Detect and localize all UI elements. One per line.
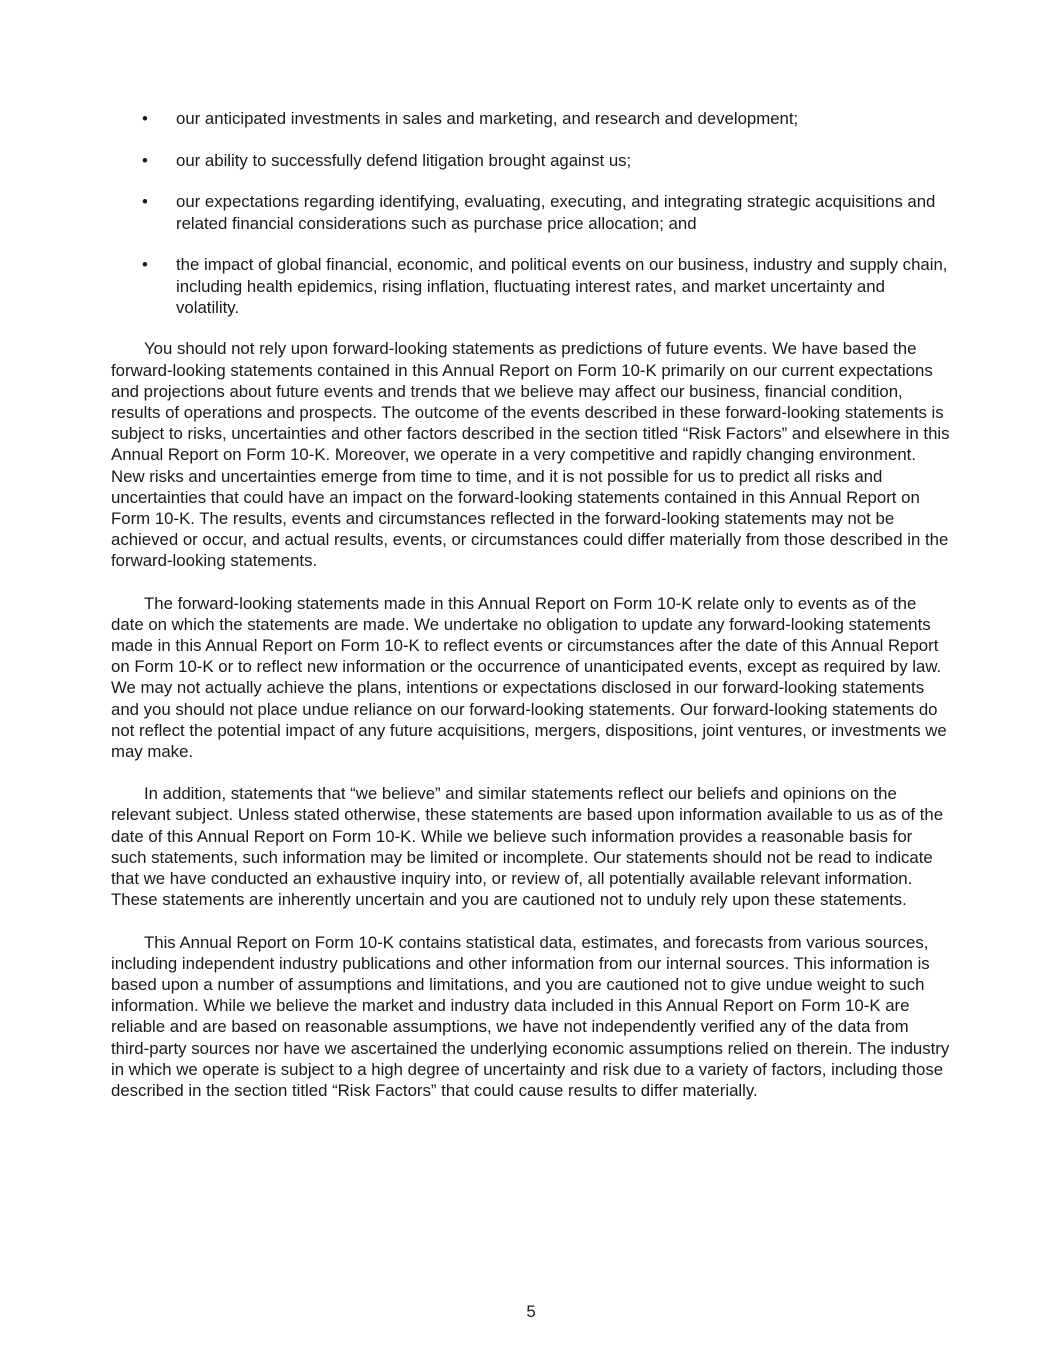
paragraph-forward-looking-reliance: You should not rely upon forward-looking statements as predictions of future events. We have based the forward-looking statements contained in this Annual Report on Form 10-K primarily on our current expectations and projections about future events and trends that we believe may affect our business, financial condition, results of operations and prospects. The outcome of the events described in these forward-looking statements is subject to risks, uncertainties and other factors described in the section titled “Risk Factors” and elsewhere in this Annual Report on Form 10-K. Moreover, we operate in a very competitive and rapidly changing environment. New risks and uncertainties emerge from time to time, and it is not possible for us to predict all risks and uncertainties that could have an impact on the forward-looking statements contained in this Annual Report on Form 10-K. The results, events and circumstances reflected in the forward-looking statements may not be achieved or occur, and actual results, events, or circumstances could differ materially from those described in the forward-looking statements. [111,339,950,571]
paragraph-beliefs: In addition, statements that “we believe” and similar statements reflect our beliefs and opinions on the relevant subject. Unless stated otherwise, these statements are based upon information available to us as of the date of this Annual Report on Form 10-K. While we believe such information provides a reasonable basis for such statements, such information may be limited or incomplete. Our statements should not be read to indicate that we have conducted an exhaustive inquiry into, or review of, all potentially available relevant information. These statements are inherently uncertain and you are cautioned not to unduly rely upon these statements. [111,784,944,910]
bullet-list [111,108,951,318]
bullet-item [111,108,951,129]
paragraph-forward-looking-scope: The forward-looking statements made in this Annual Report on Form 10-K relate only to events as of the date on which the statements are made. We undertake no obligation to update any forward-looking statements made in this Annual Report on Form 10-K to reflect events or circumstances after the date of this Annual Report on Form 10-K or to reflect new information or the occurrence of unanticipated events, except as required by law. We may not actually achieve the plans, intentions or expectations disclosed in our forward-looking statements and you should not place undue reliance on our forward-looking statements. Our forward-looking statements do not reflect the potential impact of any future acquisitions, mergers, dispositions, joint ventures, or investments we may make. [111,593,947,762]
bullet-text: our expectations regarding identifying, evaluating, executing, and integrating strategic acquisitions and related financial considerations such as purchase price allocation; and [176,192,936,233]
bullet-text: our anticipated investments in sales and marketing, and research and development; [176,109,799,128]
bullet-dot-icon: • [142,150,148,170]
document-page [111,108,951,1122]
bullet-item [111,150,951,171]
bullet-item [111,191,951,233]
page-number: 5 [526,1302,536,1321]
bullet-dot-icon: • [142,192,148,212]
bullet-dot-icon: • [142,255,148,275]
bullet-dot-icon: • [142,109,148,128]
bullet-text: the impact of global financial, economic, and political events on our business, industry and supply chain, including health epidemics, rising inflation, fluctuating interest rates, and market uncertainty and volatility. [176,255,948,317]
paragraph-statistical-data: This Annual Report on Form 10-K contains statistical data, estimates, and forecasts from various sources, including independent industry publications and other information from our internal sources. This information is based upon a number of assumptions and limitations, and you are cautioned not to give undue weight to such information. While we believe the market and industry data included in this Annual Report on Form 10-K are reliable and are based on reasonable assumptions, we have not independently verified any of the data from third-party sources nor have we ascertained the underlying economic assumptions relied on therein. The industry in which we operate is subject to a high degree of uncertainty and risk due to a variety of factors, including those described in the section titled “Risk Factors” that could cause results to differ materially. [111,932,950,1100]
bullet-item [111,254,951,318]
bullet-text: our ability to successfully defend litigation brought against us; [176,150,632,170]
